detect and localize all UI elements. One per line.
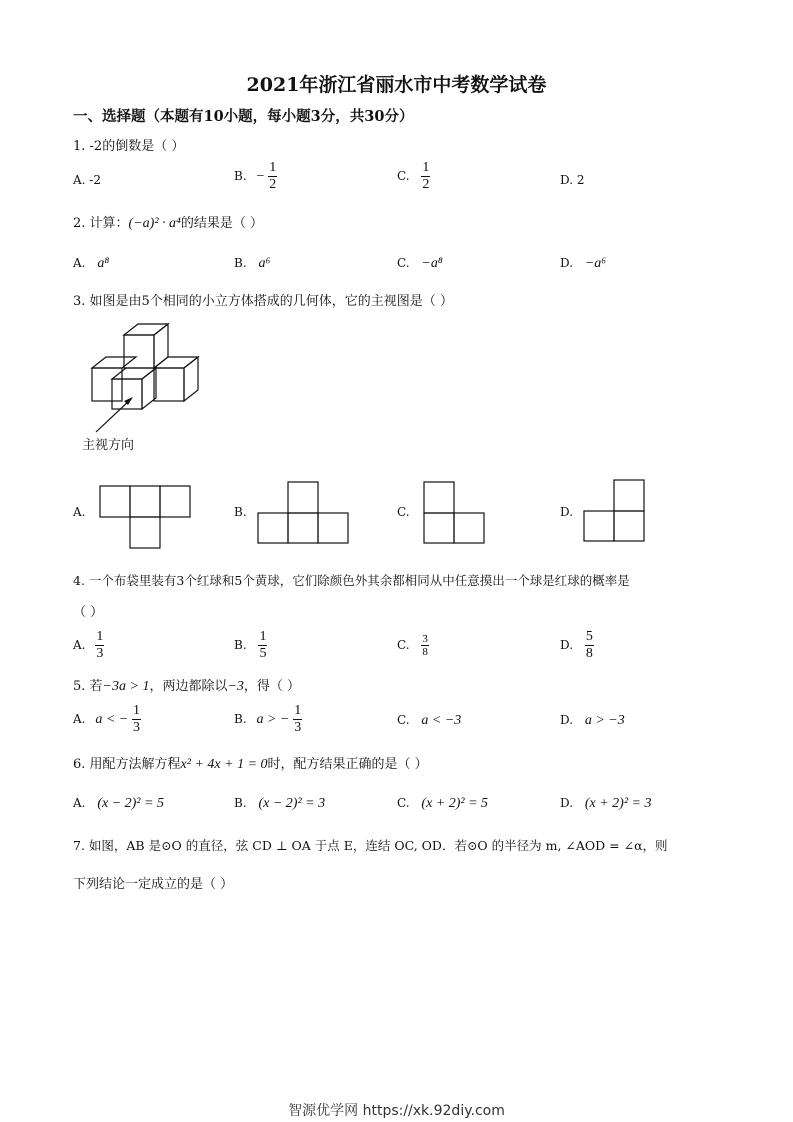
- denominator: 2: [269, 177, 277, 192]
- stem-suffix: 的结果是（ ）: [180, 216, 264, 231]
- option-label: D.: [560, 796, 574, 810]
- q4-option-a: [73, 629, 104, 662]
- option-value: a > −3: [584, 713, 625, 728]
- view-direction-label: 主视方向: [82, 438, 135, 453]
- numerator: 1: [96, 629, 104, 644]
- option-value: (x + 2)² = 3: [584, 796, 652, 811]
- option-label: B.: [234, 796, 247, 810]
- view-direction-arrow: [96, 400, 130, 432]
- option-label: C.: [397, 169, 410, 183]
- top-cube-side-face: [154, 324, 168, 368]
- q5-option-c: [397, 713, 461, 729]
- option-value: (x − 2)² = 3: [258, 796, 326, 811]
- option-value: −a⁸: [421, 256, 443, 271]
- square: [424, 513, 454, 543]
- option-label: C.: [397, 638, 410, 652]
- q4-option-b: [234, 629, 267, 662]
- denominator: 2: [422, 177, 430, 192]
- square: [258, 513, 288, 543]
- fraction: [293, 703, 302, 736]
- option-label: A.: [73, 712, 86, 726]
- stem-expression: −3a > 1: [102, 679, 150, 694]
- numerator: 3: [422, 633, 428, 645]
- square: [100, 486, 130, 517]
- option-label: A.: [73, 796, 86, 810]
- q3-option-b-label: B.: [234, 505, 247, 519]
- question-4-stem-line2: （ ）: [73, 605, 104, 620]
- fraction: [585, 629, 594, 662]
- left-cube-top-face: [92, 357, 136, 368]
- fraction: [95, 629, 104, 662]
- numerator: 1: [269, 160, 277, 175]
- option-label: B.: [234, 712, 247, 726]
- q6-option-a: [73, 796, 164, 812]
- question-7-stem-line1: 7. 如图，AB 是⊙O 的直径，弦 CD ⊥ OA 于点 E，连结 OC, OD．若⊙O 的半径为 m, ∠AOD = ∠α，则: [73, 838, 668, 853]
- denominator: 3: [96, 646, 104, 661]
- section-heading: 一、选择题（本题有10小题，每小题3分，共30分）: [73, 108, 414, 125]
- option-label: D.: [560, 713, 574, 727]
- option-label: B.: [234, 638, 247, 652]
- numerator: 1: [133, 703, 141, 718]
- square: [130, 486, 160, 517]
- q3-option-c-shape: [424, 482, 484, 543]
- q5-option-a: [73, 703, 141, 736]
- q3-option-c-label: C.: [397, 505, 410, 519]
- q3-option-a-shape: [100, 486, 190, 548]
- square: [454, 513, 484, 543]
- q3-option-d-label: D.: [560, 505, 574, 519]
- minus-sign: −: [256, 169, 265, 184]
- square: [584, 511, 614, 541]
- option-label: C.: [397, 796, 410, 810]
- stem-prefix: 5. 若: [73, 679, 103, 694]
- question-6-stem: [73, 753, 428, 773]
- right-cube-side-face: [184, 357, 198, 401]
- question-7-stem-line2: 下列结论一定成立的是（ ）: [73, 877, 234, 892]
- stem-expression: x² + 4x + 1 = 0: [180, 757, 268, 772]
- square: [130, 517, 160, 548]
- q6-option-d: [560, 796, 651, 812]
- question-5-stem: [73, 675, 300, 695]
- option-value: (x + 2)² = 5: [421, 796, 489, 811]
- numerator: 5: [585, 629, 593, 644]
- option-label: D.: [560, 638, 574, 652]
- square: [318, 513, 348, 543]
- option-label: C.: [397, 256, 410, 270]
- q1-option-a: A. -2: [73, 173, 101, 187]
- q6-option-c: [397, 796, 488, 812]
- q3-option-a-label: A.: [73, 505, 86, 519]
- footer-watermark: 智源优学网 https://xk.92diy.com: [288, 1103, 505, 1119]
- stem-expression-2: −3: [227, 679, 244, 694]
- fraction: [421, 633, 429, 658]
- numerator: 1: [422, 160, 430, 175]
- option-value: −a⁶: [584, 256, 607, 271]
- question-1-stem: 1. -2的倒数是（ ）: [73, 139, 185, 154]
- option-prefix: a < −: [95, 712, 129, 727]
- square: [160, 486, 190, 517]
- option-value: (x − 2)² = 5: [97, 796, 164, 811]
- question-3-stem: 3. 如图是由5个相同的小立方体搭成的几何体，它的主视图是（ ）: [73, 294, 453, 309]
- stem-prefix: 2. 计算：: [73, 216, 129, 231]
- denominator: 3: [294, 720, 302, 735]
- left-cube-front-face: [92, 368, 122, 401]
- numerator: 1: [294, 703, 302, 718]
- front-cube-front-face: [112, 379, 142, 409]
- fraction: [132, 703, 141, 736]
- right-cube-front-face: [154, 368, 184, 401]
- option-label: A.: [73, 638, 86, 652]
- stem-suffix: 时，配方结果正确的是（ ）: [267, 757, 428, 772]
- square: [614, 480, 644, 511]
- fraction: [258, 629, 267, 662]
- option-label: D.: [560, 256, 574, 270]
- stem-suffix: ，得（ ）: [243, 679, 301, 694]
- square: [424, 482, 454, 513]
- q4-option-d: [560, 629, 594, 662]
- option-label: B.: [234, 256, 247, 270]
- q5-option-d: [560, 713, 625, 729]
- option-label: C.: [397, 713, 410, 727]
- stem-prefix: 6. 用配方法解方程: [73, 757, 181, 772]
- q3-option-d-shape: [584, 480, 644, 541]
- square: [288, 482, 318, 513]
- q6-option-b: [234, 796, 325, 812]
- option-value: a⁶: [258, 256, 271, 271]
- option-label: B.: [234, 169, 247, 183]
- stem-expression: (−a)² · a⁴: [128, 216, 181, 231]
- denominator: 8: [585, 646, 593, 661]
- q5-option-b: [234, 703, 302, 736]
- option-value: a⁸: [97, 256, 110, 271]
- square: [288, 513, 318, 543]
- q1-option-d: D. 2: [560, 173, 585, 187]
- page-title: 2021年浙江省丽水市中考数学试卷: [246, 74, 547, 96]
- numerator: 1: [259, 629, 267, 644]
- q3-option-b-shape: [258, 482, 348, 543]
- denominator: 3: [133, 720, 141, 735]
- option-value: a < −3: [421, 713, 462, 728]
- q4-option-c: [397, 633, 429, 658]
- option-label: A.: [73, 256, 86, 270]
- denominator: 8: [422, 646, 428, 658]
- stem-middle: ，两边都除以: [149, 679, 228, 694]
- denominator: 5: [259, 646, 267, 661]
- square: [614, 511, 644, 541]
- option-prefix: a > −: [256, 712, 290, 727]
- question-4-stem-line1: 4. 一个布袋里装有3个红球和5个黄球，它们除颜色外其余都相同从中任意摸出一个球是红球的概率是: [73, 573, 630, 588]
